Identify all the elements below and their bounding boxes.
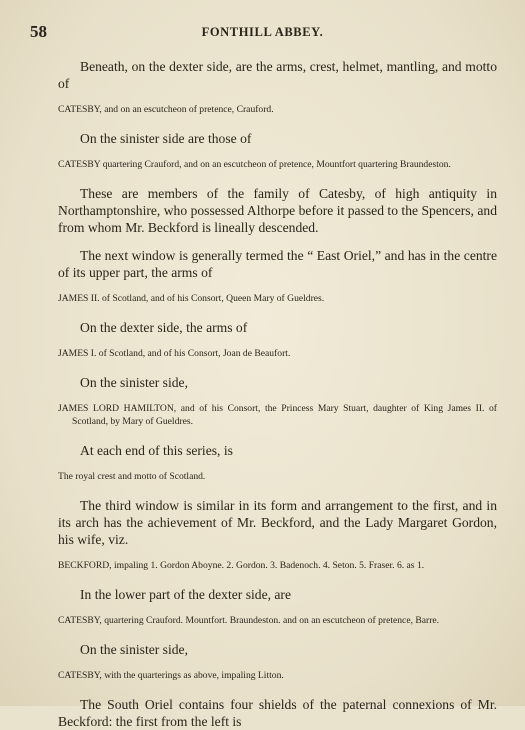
heraldry-entry: JAMES LORD HAMILTON, and of his Consort, the Princess Mary Stuart, daughter of King James II. of Scotland, by Mary of Gueldres. [58,403,497,427]
heraldry-entry: CATESBY, and on an escutcheon of pretence, Crauford. [58,104,274,115]
heraldry-entry: BECKFORD, impaling 1. Gordon Aboyne. 2. Gordon. 3. Badenoch. 4. Seton. 5. Fraser. 6. as 1. [58,560,425,571]
paragraph: The next window is generally termed the “ East Oriel,” and has in the centre of its upper part, the arms of [58,248,497,280]
heraldry-entry: CATESBY, with the quarterings as above, impaling Litton. [58,670,284,681]
paragraph: In the lower part of the dexter side, are [80,587,291,602]
paragraph: On the sinister side, [80,375,188,390]
paragraph: On the dexter side, the arms of [80,320,248,335]
paragraph: On the sinister side, [80,642,188,657]
paragraph: The South Oriel contains four shields of the paternal connexions of Mr. Beckford: the first from the left is [58,697,497,729]
heraldry-entry: JAMES II. of Scotland, and of his Consort, Queen Mary of Gueldres. [58,293,325,304]
heraldry-entry: CATESBY quartering Crauford, and on an escutcheon of pretence, Mountfort quartering Braundeston. [58,159,451,170]
paragraph: These are members of the family of Catesby, of high antiquity in Northamptonshire, who possessed Althorpe before it passed to the Spencers, and from whom Mr. Beckford is lineally descended. [58,186,497,235]
heraldry-entry: The royal crest and motto of Scotland. [58,471,206,482]
page-number: 58 [30,22,47,41]
heraldry-entry: JAMES I. of Scotland, and of his Consort, Joan de Beaufort. [58,348,291,359]
heraldry-entry: CATESBY, quartering Crauford. Mountfort. Braundeston. and on an escutcheon of pretence, Barre. [58,615,440,626]
page-body [58,58,497,730]
paragraph: At each end of this series, is [80,443,233,458]
running-title: FONTHILL ABBEY. [201,25,324,39]
paragraph: The third window is similar in its form and arrangement to the first, and in its arch has the achievement of Mr. Beckford, and the Lady Margaret Gordon, his wife, viz. [58,498,497,547]
paragraph: On the sinister side are those of [80,131,252,146]
paragraph: Beneath, on the dexter side, are the arms, crest, helmet, mantling, and motto of [58,59,497,91]
